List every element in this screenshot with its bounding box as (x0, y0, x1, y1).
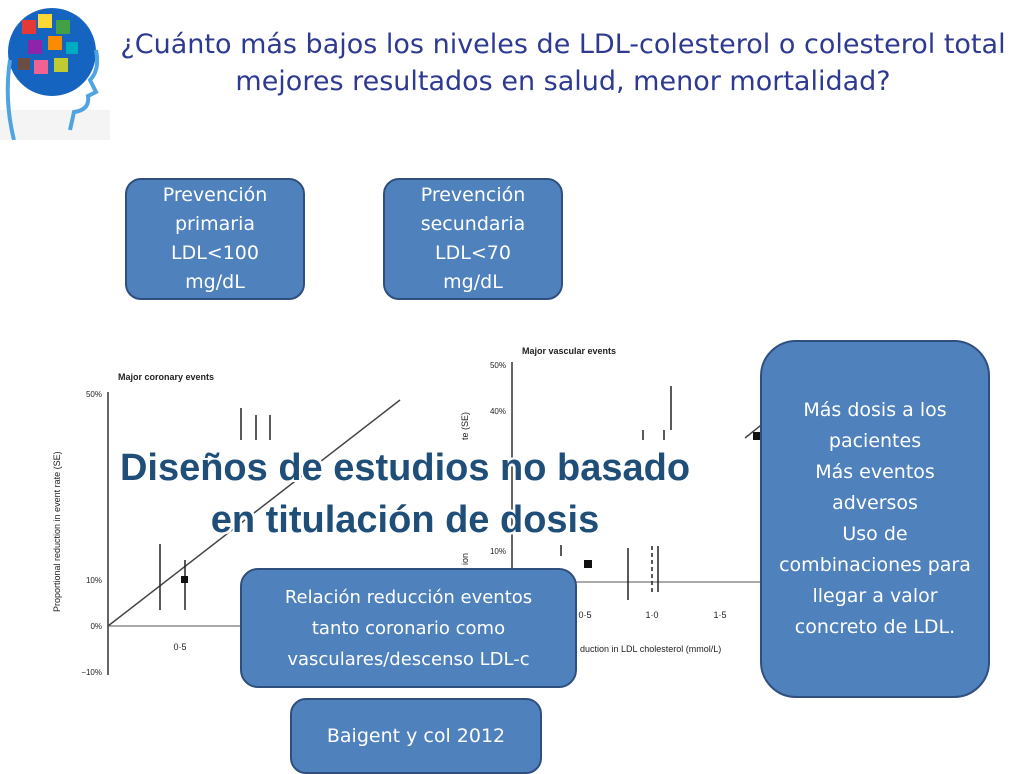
overlay-heading (60, 442, 750, 546)
chart-right-ytick: 40% (489, 407, 506, 416)
relation-box (240, 568, 577, 688)
relation-text: Relación reducción eventos tanto coronario como vasculares/descenso LDL-c (284, 586, 533, 670)
chart-left-ytick: −10% (81, 668, 102, 677)
chart-right-ylabel: te (SE) (460, 411, 470, 440)
slide-title: ¿Cuánto más bajos los niveles de LDL-colesterol o colesterol total mejores resultados en salud, menor mortalidad? (120, 29, 1006, 97)
chart-right-ytick: 10% (489, 547, 506, 556)
chart-marker (584, 560, 592, 568)
chart-right-xtick: 0·5 (578, 610, 592, 620)
primary-prevention-box (125, 178, 305, 300)
chart-right-ylabel: ion (460, 552, 470, 565)
primary-prevention-text: Prevención primaria LDL<100 mg/dL (162, 184, 268, 293)
secondary-prevention-text: Prevención secundaria LDL<70 mg/dL (420, 184, 526, 293)
overlay-heading-text: Diseños de estudios no basado en titulación de dosis (119, 447, 691, 541)
chart-left-ytick: 50% (85, 390, 102, 399)
chart-right-xlabel: duction in LDL cholesterol (mmol/L) (580, 644, 722, 654)
chart-right-xtick: 1·0 (645, 610, 659, 620)
chart-right-ytick: 50% (489, 361, 506, 370)
chart-left-xtick: 0·5 (173, 642, 187, 652)
head-profile-brain-puzzle-icon (0, 0, 110, 140)
chart-marker (181, 576, 188, 583)
secondary-prevention-box (383, 178, 563, 300)
chart-right-title: Major vascular events (522, 346, 617, 356)
chart-left-ylabel: Proportional reduction in event rate (SE) (52, 451, 62, 612)
chart-left-title: Major coronary events (118, 372, 215, 382)
chart-left-ytick: 10% (85, 576, 102, 585)
reference-box (290, 698, 542, 774)
reference-text: Baigent y col 2012 (326, 725, 506, 747)
dose-notes-text: Más dosis a los pacientes Más eventos adversos Uso de combinaciones para llegar a valor concreto de LDL. (779, 399, 971, 638)
chart-left-ytick: 0% (90, 622, 102, 631)
dose-notes-box (760, 340, 990, 698)
chart-right-xtick: 1·5 (713, 610, 727, 620)
